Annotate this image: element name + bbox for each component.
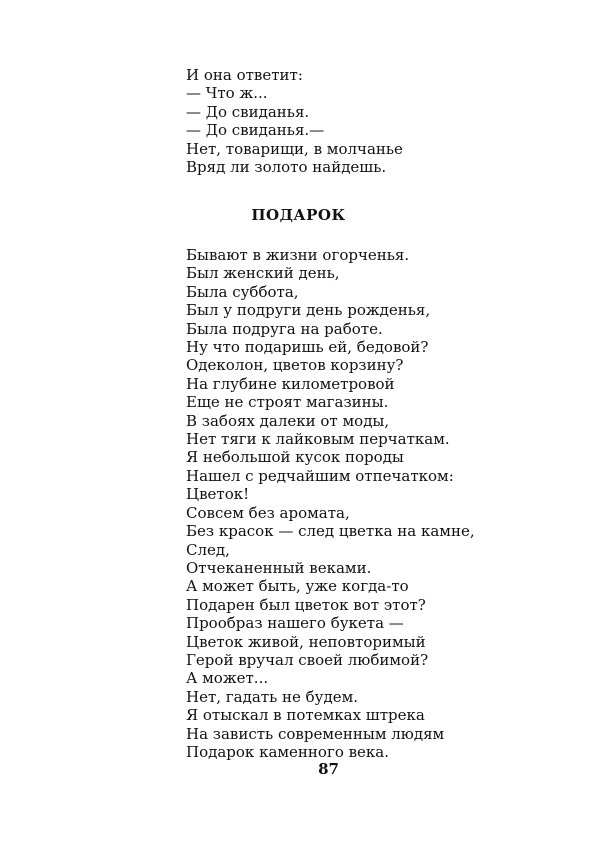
verse-line: Отчеканенный веками. xyxy=(186,558,372,577)
verse-line: След, xyxy=(186,540,230,559)
verse-line: Нашел с редчайшим отпечатком: xyxy=(186,466,454,485)
verse-line: Была подруга на работе. xyxy=(186,319,383,338)
verse-line: Был у подруги день рожденья, xyxy=(186,301,431,320)
verse-line: Прообраз нашего букета — xyxy=(186,614,404,633)
verse-line: Нет тяги к лайковым перчаткам. xyxy=(186,430,450,449)
verse-line: Вряд ли золото найдешь. xyxy=(186,158,387,177)
verse-line: Ну что подаришь ей, бедовой? xyxy=(186,338,429,357)
verse-line: Была суббота, xyxy=(186,282,299,301)
verse-line: Совсем без аромата, xyxy=(186,503,350,522)
verse-line: Я отыскал в потемках штрека xyxy=(186,706,425,725)
verse-line: На зависть современным людям xyxy=(186,724,445,743)
verse-line: А может... xyxy=(186,669,269,688)
previous-poem-ending xyxy=(186,66,403,176)
verse-line: Цветок живой, неповторимый xyxy=(186,632,426,651)
verse-line: Нет, гадать не будем. xyxy=(186,687,359,706)
verse-line: И она ответит: xyxy=(186,66,303,84)
verse-line: Подарен был цветок вот этот? xyxy=(186,595,426,614)
page-number: 87 xyxy=(318,760,339,778)
verse-line: Подарок каменного века. xyxy=(186,742,390,761)
verse-line: — Что ж... xyxy=(186,84,268,103)
poem-title: ПОДАРОК xyxy=(251,206,346,224)
verse-line: Одеколон, цветов корзину? xyxy=(186,356,404,375)
verse-line: Был женский день, xyxy=(186,264,340,283)
verse-line: Бывают в жизни огорченья. xyxy=(186,246,410,264)
verse-line: А может быть, уже когда-то xyxy=(186,577,409,596)
verse-line: — До свиданья.— xyxy=(186,121,325,140)
verse-line: В забоях далеки от моды, xyxy=(186,411,390,430)
poem-body xyxy=(186,246,475,761)
verse-line: Я небольшой кусок породы xyxy=(186,448,404,467)
verse-line: Цветок! xyxy=(186,485,250,504)
verse-line: — До свиданья. xyxy=(186,102,310,121)
verse-line: Герой вручал своей любимой? xyxy=(186,650,429,669)
verse-line: Еще не строят магазины. xyxy=(186,393,389,412)
verse-line: Нет, товарищи, в молчанье xyxy=(186,139,403,158)
verse-line: На глубине километровой xyxy=(186,374,395,393)
verse-line: Без красок — след цветка на камне, xyxy=(186,522,475,541)
